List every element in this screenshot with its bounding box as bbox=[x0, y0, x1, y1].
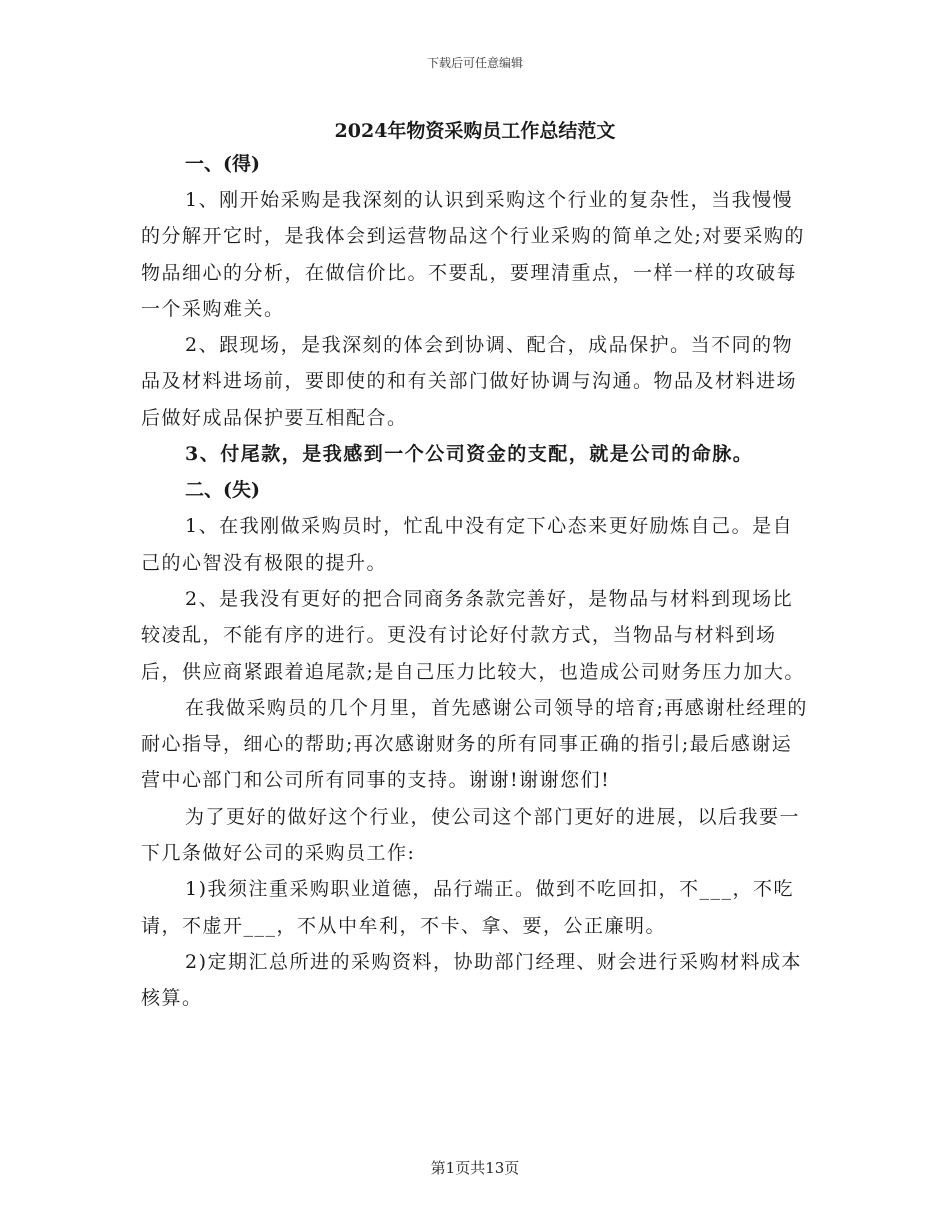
list-item: 1)我须注重采购职业道德，品行端正。做到不吃回扣，不___，不吃请，不虚开___，不从中牟利，不卡、拿、要，公正廉明。 bbox=[141, 878, 795, 937]
paragraph-bold: 3、付尾款，是我感到一个公司资金的支配，就是公司的命脉。 bbox=[185, 443, 754, 466]
page-header-note: 下载后可任意编辑 bbox=[426, 56, 523, 70]
paragraph: 1、在我刚做采购员时，忙乱中没有定下心态来更好励炼自己。是自己的心智没有极限的提升。 bbox=[141, 515, 794, 574]
list-item: 2)定期汇总所进的采购资料，协助部门经理、财会进行采购材料成本核算。 bbox=[141, 950, 803, 1010]
paragraph: 2、跟现场，是我深刻的体会到协调、配合，成品保护。当不同的物品及材料进场前，要即使的和有关部门做好协调与沟通。物品及材料进场后做好成品保护要互相配合。 bbox=[141, 334, 798, 429]
paragraph: 为了更好的做好这个行业，使公司这个部门更好的进展，以后我要一下几条做好公司的采购员工作: bbox=[141, 805, 801, 865]
paragraph: 2、是我没有更好的把合同商务条款完善好，是物品与材料到现场比较凌乱，不能有序的进行。更没有讨论好付款方式，当物品与材料到场后，供应商紧跟着追尾款;是自己压力比较大，也造成公司财务压力加大。 bbox=[141, 587, 805, 683]
section-heading-gain: 一、(得) bbox=[185, 153, 260, 175]
paragraph: 1、刚开始采购是我深刻的认识到采购这个行业的复杂性，当我慢慢的分解开它时，是我体会到运营物品这个行业采购的简单之处;对要采购的物品细心的分析，在做信价比。不要乱，要理清重点，一样一样的攻破每一个采购难关。 bbox=[141, 189, 805, 320]
paragraph: 在我做采购员的几个月里，首先感谢公司领导的培育;再感谢杜经理的耐心指导，细心的帮助;再次感谢财务的所有同事正确的指引;最后感谢运营中心部门和公司所有同事的支持。谢谢!谢谢您们! bbox=[141, 696, 808, 792]
document-title: 2024年物资采购员工作总结范文 bbox=[334, 120, 616, 142]
page-number: 第1页共13页 bbox=[430, 1159, 520, 1177]
section-heading-loss: 二、(失) bbox=[185, 479, 260, 502]
document-body bbox=[141, 146, 809, 1017]
